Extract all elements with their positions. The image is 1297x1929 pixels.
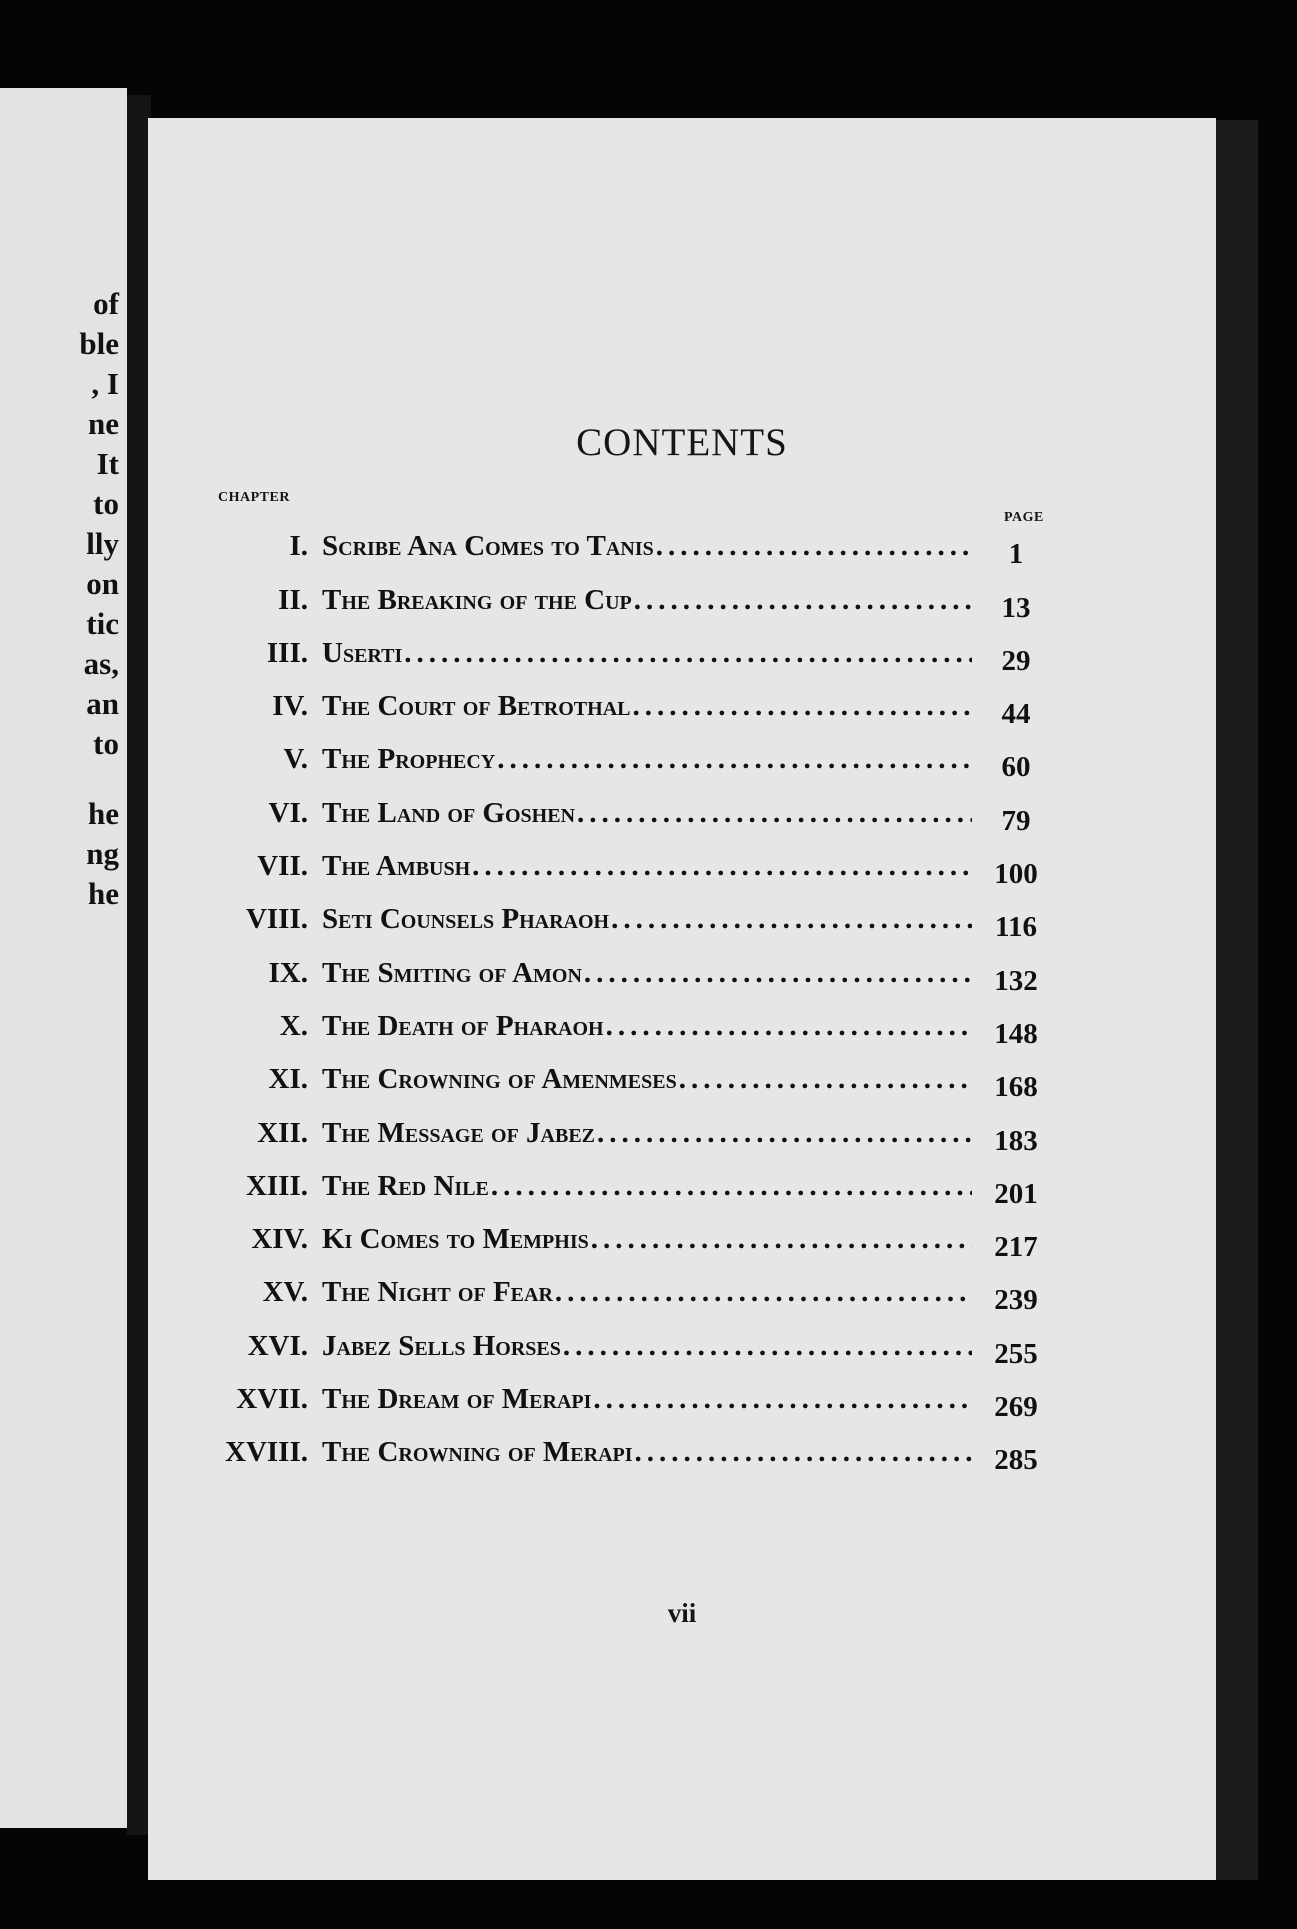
- dot-leader: [497, 743, 972, 776]
- dot-leader: [404, 637, 972, 670]
- chapter-number: VII.: [257, 850, 308, 883]
- left-page-line: It: [96, 446, 119, 481]
- left-page-line: to: [93, 726, 119, 761]
- toc-entry: [148, 1043, 1216, 1104]
- chapter-title: The Land of Goshen: [322, 796, 576, 829]
- toc-entry: [148, 723, 1216, 784]
- right-page: [148, 118, 1216, 1880]
- chapter-title: The Dream of Merapi: [322, 1383, 592, 1416]
- toc-entry: [148, 936, 1216, 997]
- dot-leader: [633, 690, 973, 723]
- chapter-page-number: 100: [994, 858, 1038, 891]
- chapter-page-number: 217: [994, 1231, 1038, 1264]
- dot-leader: [472, 850, 972, 883]
- dot-leader: [597, 1117, 972, 1150]
- chapter-page-number: 168: [994, 1071, 1038, 1104]
- chapter-page-number: 239: [994, 1284, 1038, 1317]
- chapter-page-number: 201: [994, 1177, 1038, 1210]
- toc-entry: [148, 670, 1216, 731]
- left-page-line: he: [88, 796, 119, 831]
- chapter-number: XIII.: [245, 1169, 308, 1202]
- page-title: CONTENTS: [576, 421, 788, 464]
- left-page-line: of: [93, 286, 119, 321]
- toc-entry: [148, 1416, 1216, 1477]
- toc-entry: [148, 1203, 1216, 1264]
- chapter-column-label: CHAPTER: [218, 490, 290, 505]
- toc-entry: [148, 617, 1216, 677]
- dot-leader: [593, 1383, 972, 1416]
- dot-leader: [591, 1223, 972, 1256]
- chapter-title: Ki Comes to Memphis: [322, 1223, 589, 1256]
- left-page-line: on: [86, 566, 119, 601]
- chapter-page-number: 60: [1001, 751, 1031, 784]
- left-page-line: ne: [88, 406, 119, 441]
- chapter-number: XVIII.: [225, 1436, 308, 1469]
- chapter-number: I.: [289, 530, 308, 563]
- chapter-page-number: 183: [994, 1124, 1038, 1157]
- chapter-page-number: 44: [1001, 698, 1031, 731]
- chapter-page-number: 255: [994, 1337, 1038, 1370]
- table-of-contents: [148, 510, 1216, 1477]
- chapter-number: IV.: [272, 690, 308, 723]
- toc-entry: [148, 990, 1216, 1050]
- toc-entry: [148, 1256, 1216, 1317]
- page-edge: [1216, 120, 1258, 1880]
- chapter-number: XV.: [262, 1276, 308, 1309]
- chapter-page-number: 79: [1001, 804, 1031, 837]
- chapter-number: XIV.: [251, 1223, 308, 1256]
- chapter-page-number: 285: [994, 1444, 1038, 1477]
- chapter-number: XII.: [257, 1116, 308, 1149]
- toc-entry: [148, 883, 1216, 944]
- dot-leader: [577, 797, 972, 830]
- dot-leader: [606, 1010, 972, 1043]
- left-page-line: to: [93, 486, 119, 521]
- chapter-title: The Breaking of the Cup: [322, 583, 632, 616]
- left-page-line: an: [86, 686, 119, 721]
- page-number: vii: [667, 1598, 697, 1628]
- toc-entry: [148, 830, 1216, 891]
- dot-leader: [634, 584, 972, 617]
- dot-leader: [656, 530, 972, 563]
- chapter-title: The Crowning of Amenmeses: [322, 1063, 677, 1096]
- chapter-title: The Death of Pharaoh: [322, 1009, 604, 1042]
- dot-leader: [679, 1063, 972, 1096]
- left-page-line: as,: [83, 646, 119, 681]
- chapter-title: The Prophecy: [322, 743, 496, 776]
- chapter-title: The Court of Betrothal: [322, 690, 631, 723]
- chapter-page-number: 148: [994, 1017, 1038, 1050]
- page-column-label: PAGE: [1004, 510, 1044, 525]
- chapter-number: XI.: [268, 1063, 308, 1096]
- chapter-number: VIII.: [245, 903, 308, 936]
- left-page-line: ng: [86, 836, 119, 871]
- chapter-number: V.: [283, 743, 308, 776]
- chapter-title: The Smiting of Amon: [322, 956, 582, 989]
- dot-leader: [635, 1436, 972, 1469]
- toc-entry: [148, 1363, 1216, 1424]
- chapter-page-number: 13: [1001, 591, 1031, 624]
- chapter-title: The Ambush: [322, 850, 471, 883]
- dot-leader: [491, 1170, 972, 1203]
- chapter-number: III.: [266, 636, 308, 669]
- chapter-page-number: 116: [995, 911, 1037, 944]
- chapter-number: VI.: [268, 796, 308, 829]
- left-page: [0, 88, 127, 1828]
- chapter-title: Scribe Ana Comes to Tanis: [322, 530, 654, 563]
- left-page-line: , I: [91, 366, 119, 401]
- chapter-title: Jabez Sells Horses: [322, 1329, 561, 1362]
- dot-leader: [611, 903, 972, 936]
- dot-leader: [563, 1330, 972, 1363]
- chapter-title: The Message of Jabez: [322, 1116, 596, 1149]
- chapter-title: Seti Counsels Pharaoh: [322, 903, 610, 936]
- chapter-page-number: 29: [1001, 644, 1031, 677]
- toc-entry: [148, 1150, 1216, 1210]
- chapter-number: X.: [279, 1009, 308, 1042]
- chapter-number: II.: [278, 583, 308, 616]
- chapter-page-number: 132: [994, 964, 1038, 997]
- chapter-number: XVI.: [247, 1329, 308, 1362]
- chapter-page-number: 269: [994, 1391, 1038, 1424]
- chapter-page-number: 1: [1008, 538, 1024, 571]
- toc-entry: [148, 563, 1216, 624]
- chapter-title: The Crowning of Merapi: [322, 1436, 633, 1469]
- toc-entry: [148, 776, 1216, 837]
- chapter-title: Userti: [322, 636, 403, 669]
- dot-leader: [584, 957, 972, 990]
- left-page-line: he: [88, 876, 119, 911]
- chapter-title: The Night of Fear: [322, 1276, 553, 1309]
- chapter-number: XVII.: [236, 1383, 308, 1416]
- toc-entry: [148, 1309, 1216, 1370]
- left-page-line: ble: [79, 326, 119, 361]
- dot-leader: [555, 1276, 972, 1309]
- left-page-line: tic: [86, 606, 119, 641]
- left-page-line: lly: [86, 526, 119, 561]
- toc-entry: [148, 510, 1216, 571]
- toc-entry: [148, 1096, 1216, 1157]
- chapter-title: The Red Nile: [322, 1169, 489, 1202]
- chapter-number: IX.: [268, 956, 308, 989]
